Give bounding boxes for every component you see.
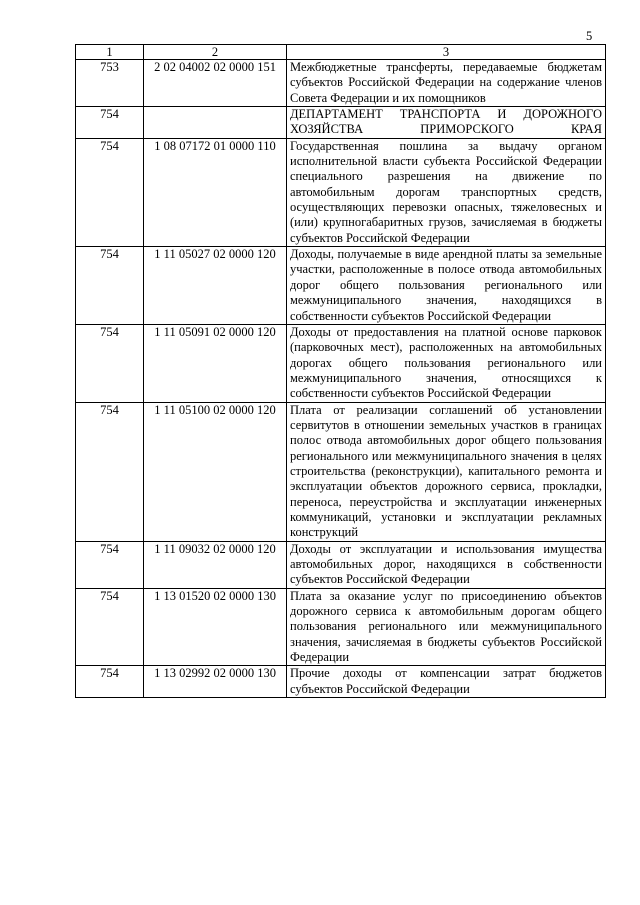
kbk-code-cell — [144, 107, 287, 139]
admin-code-cell: 754 — [76, 138, 144, 246]
admin-code-cell: 754 — [76, 541, 144, 588]
table-row-department-heading — [76, 107, 606, 139]
admin-code-cell: 754 — [76, 402, 144, 541]
description-cell: Прочие доходы от компенсации затрат бюджетов субъектов Российской Федерации — [287, 666, 606, 698]
table-row — [76, 247, 606, 325]
admin-code-cell: 754 — [76, 107, 144, 139]
description-cell: Плата от реализации соглашений об установлении сервитутов в отношении земельных участков в границах полос отвода автомобильных дорог общего пользования регионального или межмуниципального значения в целях строительства (реконструкции), капитального ремонта и эксплуатации объектов дорожного сервиса, прокладки, переноса, переустройства и эксплуатации инженерных коммуникаций, установки и эксплуатации рекламных конструкций — [287, 402, 606, 541]
table-row — [76, 138, 606, 246]
kbk-code-cell: 1 13 02992 02 0000 130 — [144, 666, 287, 698]
description-cell: Государственная пошлина за выдачу органом исполнительной власти субъекта Российской Федерации специального разрешения на движение по автомобильным дорогам транспортных средств, осуществляющих перевозки опасных, тяжеловесных и (или) крупногабаритных грузов, зачисляемая в бюджеты субъектов Российской Федерации — [287, 138, 606, 246]
revenue-codes-table — [75, 44, 606, 698]
table-header-row — [76, 45, 606, 60]
admin-code-cell: 754 — [76, 247, 144, 325]
kbk-code-cell: 1 11 05091 02 0000 120 — [144, 324, 287, 402]
table-row — [76, 60, 606, 107]
column-header-3: 3 — [287, 45, 606, 60]
admin-code-cell: 754 — [76, 666, 144, 698]
kbk-code-cell: 1 11 05100 02 0000 120 — [144, 402, 287, 541]
kbk-code-cell: 2 02 04002 02 0000 151 — [144, 60, 287, 107]
table-row — [76, 541, 606, 588]
description-cell: Доходы от предоставления на платной основе парковок (парковочных мест), расположенных на автомобильных дорогах общего пользования регионального или межмуниципального значения, относящихся к собственности субъектов Российской Федерации — [287, 324, 606, 402]
table-row — [76, 402, 606, 541]
kbk-code-cell: 1 13 01520 02 0000 130 — [144, 588, 287, 666]
table-row — [76, 324, 606, 402]
column-header-2: 2 — [144, 45, 287, 60]
description-cell: Плата за оказание услуг по присоединению объектов дорожного сервиса к автомобильным дорогам общего пользования регионального или межмуниципального значения, зачисляемая в бюджеты субъектов Российской Федерации — [287, 588, 606, 666]
description-cell: Межбюджетные трансферты, передаваемые бюджетам субъектов Российской Федерации на содержание членов Совета Федерации и их помощников — [287, 60, 606, 107]
description-cell: Доходы от эксплуатации и использования имущества автомобильных дорог, находящихся в собственности субъектов Российской Федерации — [287, 541, 606, 588]
table-row — [76, 588, 606, 666]
kbk-code-cell: 1 08 07172 01 0000 110 — [144, 138, 287, 246]
kbk-code-cell: 1 11 05027 02 0000 120 — [144, 247, 287, 325]
description-cell: Доходы, получаемые в виде арендной платы за земельные участки, расположенные в полосе отвода автомобильных дорог общего пользования регионального или межмуниципального значения, находящихся в собственности субъектов Российской Федерации — [287, 247, 606, 325]
page-number: 5 — [586, 29, 593, 43]
department-name-cell: ДЕПАРТАМЕНТ ТРАНСПОРТА И ДОРОЖНОГО ХОЗЯЙСТВА ПРИМОРСКОГО КРАЯ — [287, 107, 606, 139]
admin-code-cell: 753 — [76, 60, 144, 107]
column-header-1: 1 — [76, 45, 144, 60]
admin-code-cell: 754 — [76, 324, 144, 402]
admin-code-cell: 754 — [76, 588, 144, 666]
kbk-code-cell: 1 11 09032 02 0000 120 — [144, 541, 287, 588]
table-row — [76, 666, 606, 698]
